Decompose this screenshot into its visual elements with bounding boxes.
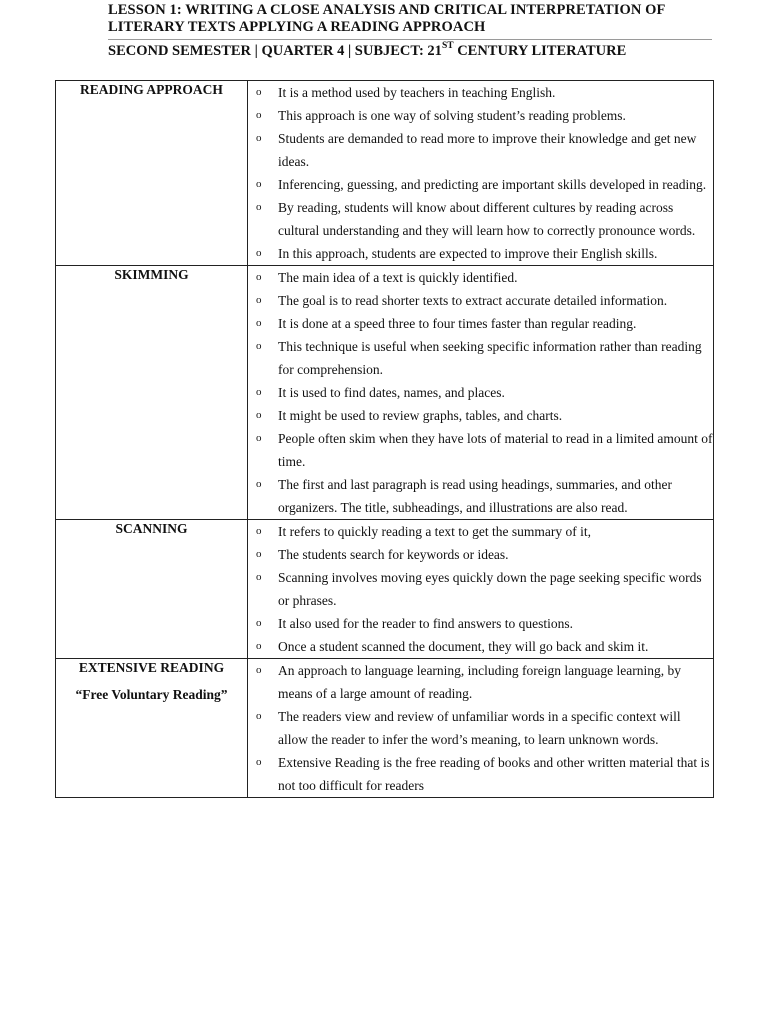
term-subtitle: “Free Voluntary Reading” xyxy=(75,687,228,702)
term-cell xyxy=(56,659,248,798)
hollow-bullet-icon: o xyxy=(256,640,262,652)
hollow-bullet-icon: o xyxy=(256,571,262,583)
bullet-text: It refers to quickly reading a text to get the summary of it, xyxy=(278,524,592,539)
hollow-bullet-icon: o xyxy=(256,432,262,444)
subject-text: CENTURY LITERATURE xyxy=(453,43,627,59)
hollow-bullet-icon: o xyxy=(256,478,262,490)
bullet-list xyxy=(248,266,713,519)
lesson-title xyxy=(108,2,712,36)
table-row xyxy=(56,266,714,520)
hollow-bullet-icon: o xyxy=(256,132,262,144)
header-divider xyxy=(108,39,712,40)
bullet-text: The students search for keywords or ideas. xyxy=(278,547,509,562)
table-row xyxy=(56,659,714,798)
bullet-text: It is done at a speed three to four times faster than regular reading. xyxy=(278,316,637,331)
list-item xyxy=(248,635,713,658)
list-item xyxy=(248,266,713,289)
list-item xyxy=(248,473,713,519)
term-cell xyxy=(56,81,248,266)
bullet-text: The readers view and review of unfamiliar words in a specific context will allow the reader to infer the word’s meaning, to learn unknown words. xyxy=(278,709,681,747)
list-item xyxy=(248,173,713,196)
list-item xyxy=(248,543,713,566)
hollow-bullet-icon: o xyxy=(256,201,262,213)
list-item xyxy=(248,751,713,797)
reading-approaches-table xyxy=(55,80,714,798)
list-item xyxy=(248,81,713,104)
term-label: EXTENSIVE READING xyxy=(78,660,225,675)
lesson-title-line-2: LITERARY TEXTS APPLYING A READING APPROACH xyxy=(108,19,486,35)
bullet-list xyxy=(248,81,713,265)
description-cell xyxy=(248,659,714,798)
document-header xyxy=(108,0,712,60)
bullet-text: An approach to language learning, including foreign language learning, by means of a large amount of reading. xyxy=(278,663,681,701)
bullet-text: Scanning involves moving eyes quickly down the page seeking specific words or phrases. xyxy=(278,570,702,608)
hollow-bullet-icon: o xyxy=(256,317,262,329)
hollow-bullet-icon: o xyxy=(256,271,262,283)
hollow-bullet-icon: o xyxy=(256,525,262,537)
bullet-text: It is used to find dates, names, and places. xyxy=(278,385,505,400)
hollow-bullet-icon: o xyxy=(256,664,262,676)
term-label: SKIMMING xyxy=(114,267,189,282)
hollow-bullet-icon: o xyxy=(256,294,262,306)
list-item xyxy=(248,404,713,427)
bullet-list xyxy=(248,520,713,658)
term-label: READING APPROACH xyxy=(80,82,223,97)
bullet-text: The first and last paragraph is read using headings, summaries, and other organizers. The title, subheadings, and illustrations are also read. xyxy=(278,477,673,515)
bullet-text: It is a method used by teachers in teaching English. xyxy=(278,85,556,100)
term-cell xyxy=(56,266,248,520)
list-item xyxy=(248,289,713,312)
list-item xyxy=(248,104,713,127)
bullet-text: By reading, students will know about different cultures by reading across cultural understanding and they will learn how to correctly pronounce words. xyxy=(278,200,696,238)
bullet-text: This technique is useful when seeking specific information rather than reading for comprehension. xyxy=(278,339,702,377)
hollow-bullet-icon: o xyxy=(256,617,262,629)
table-row xyxy=(56,520,714,659)
lesson-title-line-1: LESSON 1: WRITING A CLOSE ANALYSIS AND CRITICAL INTERPRETATION OF xyxy=(108,2,666,18)
list-item xyxy=(248,312,713,335)
hollow-bullet-icon: o xyxy=(256,386,262,398)
term-cell xyxy=(56,520,248,659)
bullet-text: Once a student scanned the document, they will go back and skim it. xyxy=(278,639,649,654)
bullet-list xyxy=(248,659,713,797)
list-item xyxy=(248,242,713,265)
bullet-text: The main idea of a text is quickly identified. xyxy=(278,270,518,285)
hollow-bullet-icon: o xyxy=(256,710,262,722)
bullet-text: The goal is to read shorter texts to extract accurate detailed information. xyxy=(278,293,668,308)
hollow-bullet-icon: o xyxy=(256,340,262,352)
bullet-text: This approach is one way of solving student’s reading problems. xyxy=(278,108,626,123)
bullet-text: People often skim when they have lots of material to read in a limited amount of time. xyxy=(278,431,713,469)
table-body xyxy=(56,81,714,798)
term-label: SCANNING xyxy=(115,521,188,536)
list-item xyxy=(248,427,713,473)
hollow-bullet-icon: o xyxy=(256,109,262,121)
list-item xyxy=(248,612,713,635)
semester-text: SECOND SEMESTER | QUARTER 4 | SUBJECT: 21 xyxy=(108,43,442,59)
list-item xyxy=(248,566,713,612)
bullet-text: In this approach, students are expected to improve their English skills. xyxy=(278,246,658,261)
list-item xyxy=(248,659,713,705)
semester-line xyxy=(108,42,712,60)
list-item xyxy=(248,335,713,381)
hollow-bullet-icon: o xyxy=(256,548,262,560)
bullet-text: Extensive Reading is the free reading of books and other written material that is not too difficult for readers xyxy=(278,755,710,793)
hollow-bullet-icon: o xyxy=(256,247,262,259)
description-cell xyxy=(248,81,714,266)
hollow-bullet-icon: o xyxy=(256,756,262,768)
list-item xyxy=(248,520,713,543)
list-item xyxy=(248,381,713,404)
list-item xyxy=(248,127,713,173)
description-cell xyxy=(248,266,714,520)
bullet-text: It might be used to review graphs, tables, and charts. xyxy=(278,408,563,423)
hollow-bullet-icon: o xyxy=(256,86,262,98)
hollow-bullet-icon: o xyxy=(256,409,262,421)
table-row xyxy=(56,81,714,266)
list-item xyxy=(248,196,713,242)
bullet-text: Students are demanded to read more to improve their knowledge and get new ideas. xyxy=(278,131,697,169)
century-superscript: ST xyxy=(441,41,454,52)
bullet-text: It also used for the reader to find answers to questions. xyxy=(278,616,574,631)
description-cell xyxy=(248,520,714,659)
list-item xyxy=(248,705,713,751)
hollow-bullet-icon: o xyxy=(256,178,262,190)
bullet-text: Inferencing, guessing, and predicting are important skills developed in reading. xyxy=(278,177,707,192)
